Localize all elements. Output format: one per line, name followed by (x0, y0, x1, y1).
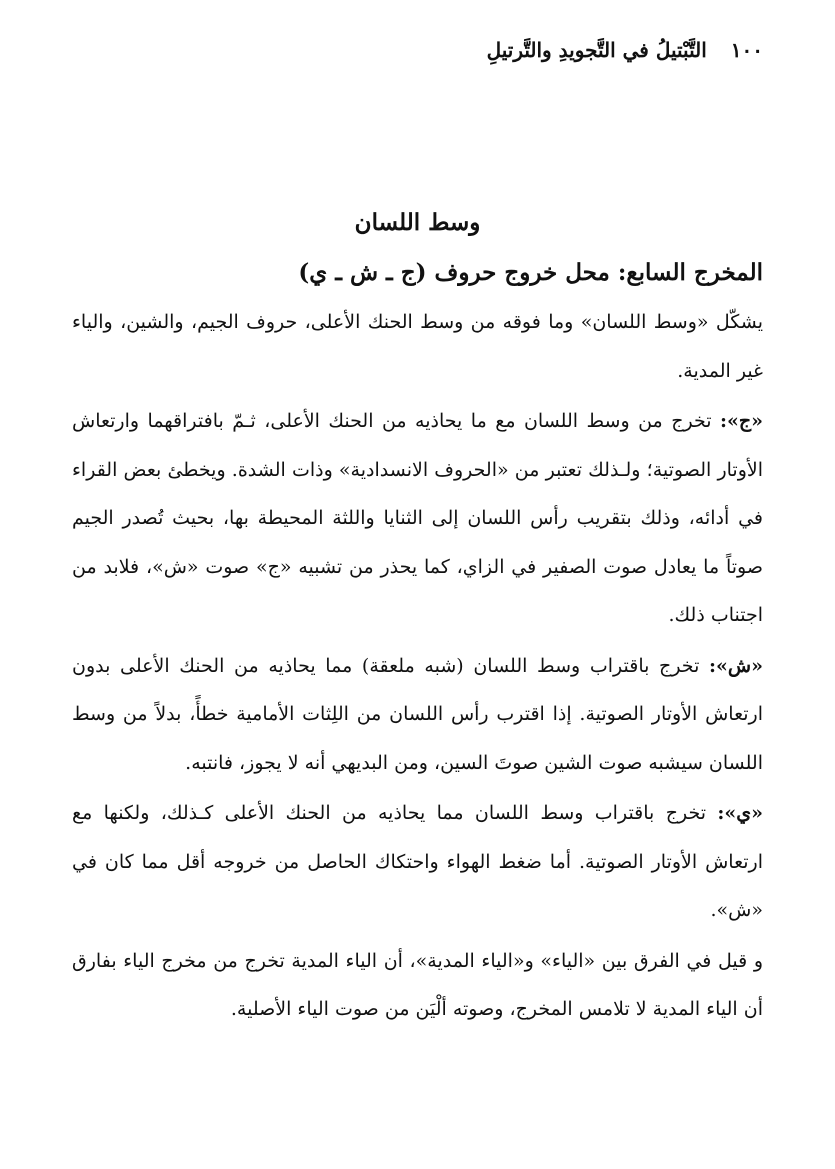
book-title: التَّبْتيلُ في التَّجويدِ والتَّرتيلِ (486, 38, 707, 62)
running-header (72, 38, 763, 72)
paragraph-intro (72, 298, 763, 395)
paragraph-text: تخرج باقتراب وسط اللسان مما يحاذيه من الحنك الأعلى كـذلك، ولكنها مع ارتعاش الأوتار الصوتية. أما ضغط الهواء واحتكاك الحاصل من خروجه أقل مما كان في «ش». (72, 802, 763, 921)
paragraph-jeem (72, 397, 763, 640)
paragraph-lead: «ج»: (719, 410, 763, 432)
page-body (72, 198, 763, 1034)
paragraph-sheen (72, 642, 763, 788)
paragraph-text: تخرج من وسط اللسان مع ما يحاذيه من الحنك الأعلى، ثـمّ بافتراقهما وارتعاش الأوتار الصوتية؛ ولـذلك تعتبر من «الحروف الانسدادية» وذات الشدة. ويخطئ بعض القراء في أدائه، وذلك بتقريب رأس اللسان إلى الثنايا واللثة المحيطة بها، بحيث تُصدر الجيم صوتاً ما يعادل صوت الصفير في الزاي، كما يحذر من تشبيه «ج» صوت «ش»، فلابد من اجتناب ذلك. (72, 410, 763, 626)
paragraph-text: تخرج باقتراب وسط اللسان (شبه ملعقة) مما يحاذيه من الحنك الأعلى بدون ارتعاش الأوتار الصوتية. إذا اقترب رأس اللسان من اللِثات الأمامية خطأً، بدلاً من وسط اللسان سيشبه صوت الشين صوتَ السين، ومن البديهي أنه لا يجوز، فانتبه. (72, 654, 763, 774)
paragraph-text: و قيل في الفرق بين «الياء» و«الياء المدية»، أن الياء المدية تخرج من مخرج الياء بفارق أن الياء المدية لا تلامس المخرج، وصوته ألْيَن من صوت الياء الأصلية. (72, 949, 763, 1020)
section-title: وسط اللسان (354, 209, 481, 236)
paragraph-lead: «ي»: (717, 802, 763, 824)
page-number: ١٠٠ (730, 38, 763, 62)
subheading: المخرج السابع: محل خروج حروف (ج ـ ش ـ ي) (298, 259, 763, 286)
paragraph-yaa (72, 789, 763, 935)
paragraph-text: يشكّل «وسط اللسان» وما فوقه من وسط الحنك الأعلى، حروف الجيم، والشين، والياء غير المدية. (72, 311, 763, 382)
paragraph-difference (72, 937, 763, 1034)
paragraph-lead: «ش»: (709, 654, 763, 677)
